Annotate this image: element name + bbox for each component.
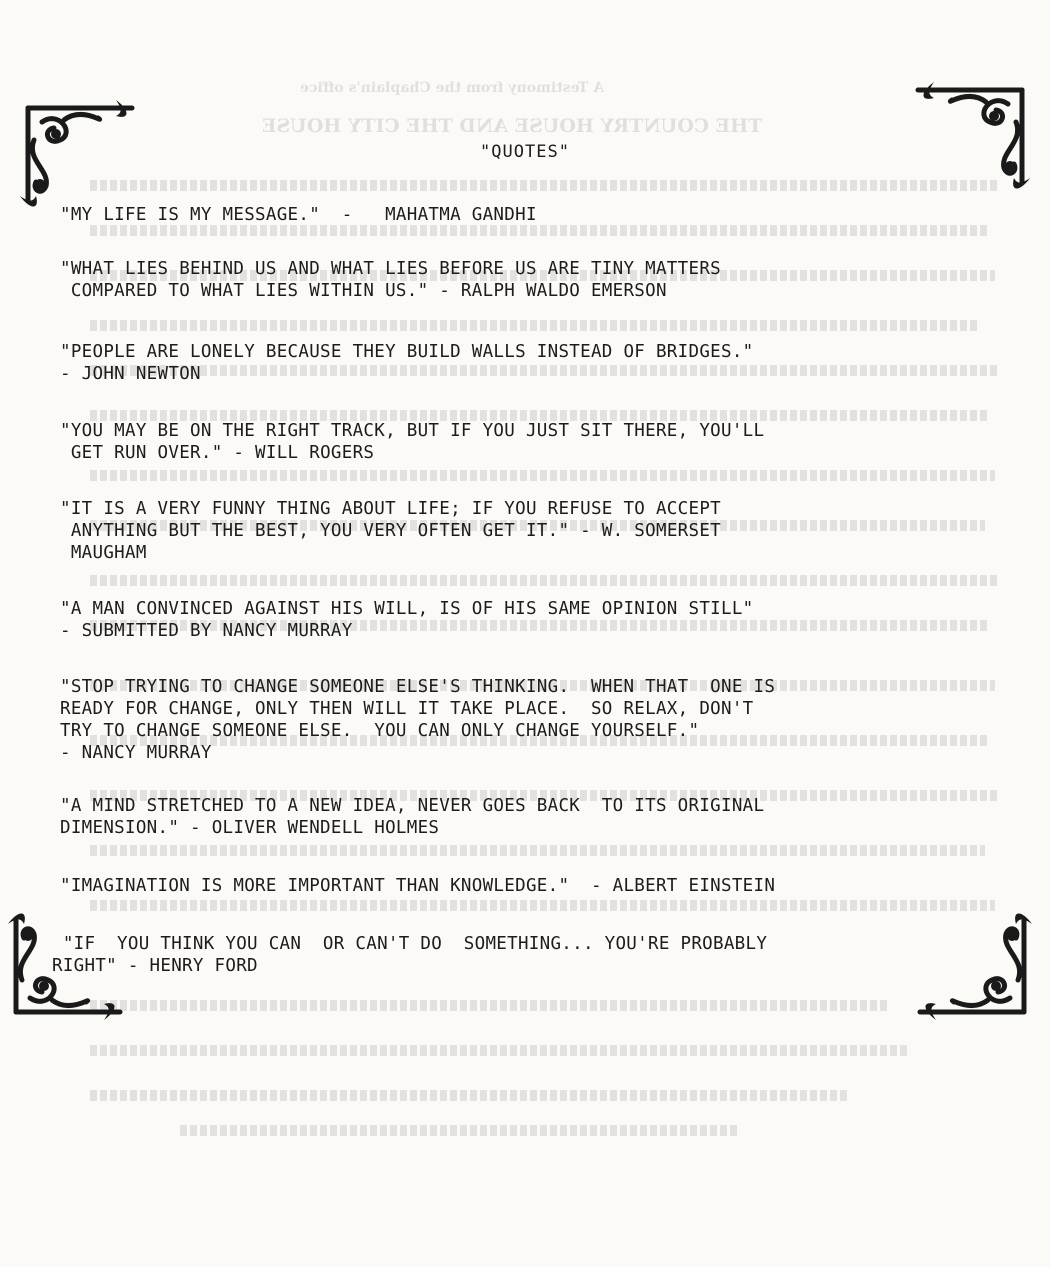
quote-newton: "PEOPLE ARE LONELY BECAUSE THEY BUILD WALLS INSTEAD OF BRIDGES." - JOHN NEWTON bbox=[60, 342, 754, 384]
quote-rogers: "YOU MAY BE ON THE RIGHT TRACK, BUT IF YOU JUST SIT THERE, YOU'LL GET RUN OVER." - WILL ROGERS bbox=[60, 421, 765, 463]
quote-holmes: "A MIND STRETCHED TO A NEW IDEA, NEVER GOES BACK TO ITS ORIGINAL DIMENSION." - OLIVER WENDELL HOLMES bbox=[60, 796, 765, 838]
quote-maugham: "IT IS A VERY FUNNY THING ABOUT LIFE; IF YOU REFUSE TO ACCEPT ANYTHING BUT THE BEST, YOU VERY OFTEN GET IT." - W. SOMERSET MAUGHAM bbox=[60, 499, 721, 563]
bleed-header-line2: THE COUNTRY HOUSE AND THE CITY HOUSE bbox=[262, 115, 763, 137]
quote-murray-submitted: "A MAN CONVINCED AGAINST HIS WILL, IS OF HIS SAME OPINION STILL" - SUBMITTED BY NANCY MURRAY bbox=[60, 599, 754, 641]
quote-emerson: "WHAT LIES BEHIND US AND WHAT LIES BEFORE US ARE TINY MATTERS COMPARED TO WHAT LIES WITHIN US." - RALPH WALDO EMERSON bbox=[60, 259, 721, 301]
quote-murray: "STOP TRYING TO CHANGE SOMEONE ELSE'S THINKING. WHEN THAT ONE IS READY FOR CHANGE, ONLY THEN WILL IT TAKE PLACE. SO RELAX, DON'T TRY TO CHANGE SOMEONE ELSE. YOU CAN ONLY CHANGE YOURSELF." - NANCY MURRAY bbox=[60, 677, 776, 763]
page-title: "QUOTES" bbox=[480, 142, 570, 162]
bleed-header-line1: A Testimony from the Chaplain's office bbox=[300, 80, 605, 96]
quote-gandhi: "MY LIFE IS MY MESSAGE." - MAHATMA GANDHI bbox=[60, 205, 537, 225]
quote-einstein: "IMAGINATION IS MORE IMPORTANT THAN KNOWLEDGE." - ALBERT EINSTEIN bbox=[60, 876, 776, 896]
quote-ford: "IF YOU THINK YOU CAN OR CAN'T DO SOMETHING... YOU'RE PROBABLY RIGHT" - HENRY FORD bbox=[52, 934, 768, 976]
